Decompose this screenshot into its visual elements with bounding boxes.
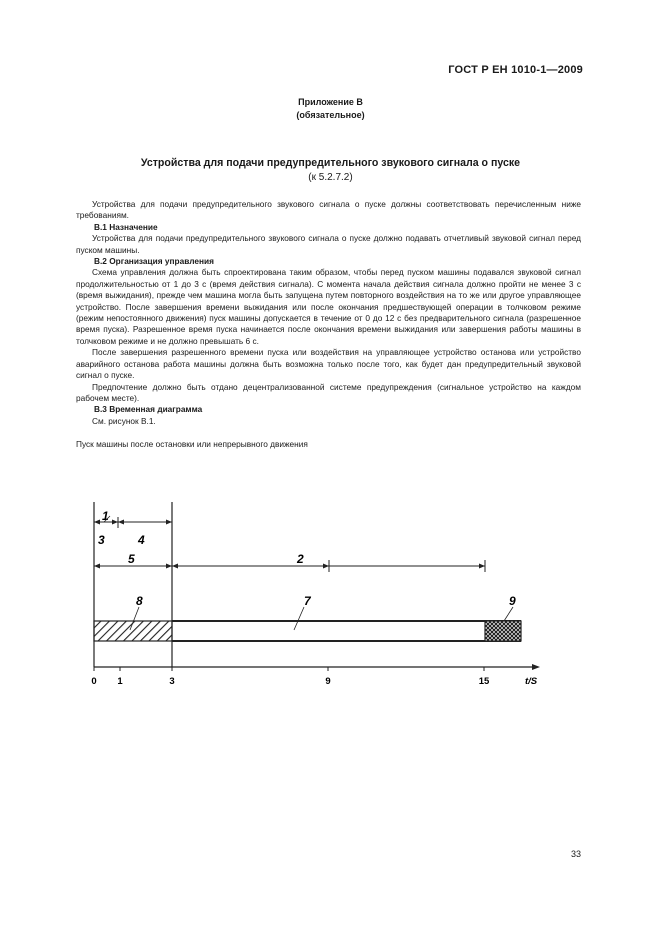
callout-9-leader	[504, 607, 513, 621]
section-b2-paragraph-2: После завершения разрешенного времени пуска или воздействия на управляющее устройство останова или устройство аварийного останова работа машины должна быть возможна только после того, как будет дан предупредительный звуковой сигнал о пуске.	[76, 347, 581, 381]
section-b2-title: В.2 Организация управления	[94, 256, 214, 267]
callout-1: 1	[102, 509, 109, 523]
section-b3-title: В.3 Временная диаграмма	[94, 404, 203, 415]
page-number: 33	[570, 849, 581, 859]
tick-label: 3	[169, 676, 175, 687]
section-b2-paragraph-3: Предпочтение должно быть отдано децентрализованной системе предупреждения (сигнальное устройство на каждом рабочем месте).	[76, 381, 581, 403]
callout-4: 4	[138, 533, 145, 547]
annex-title: Приложение В	[298, 97, 363, 107]
time-axis-ticks	[91, 667, 490, 687]
diagram-caption: Пуск машины после остановки или непрерывного движения	[76, 439, 308, 450]
tick-label: 15	[478, 676, 490, 687]
intro-paragraph: Устройства для подачи предупредительного звукового сигнала о пуске должны соответствовать перечисленным ниже требованиям.	[76, 199, 581, 221]
callout-8: 8	[136, 594, 143, 608]
section-b1-text: Устройства для подачи предупредительного звукового сигнала о пуске должно подавать отчетливый звуковой сигнал перед пуском машины.	[76, 233, 581, 255]
section-b3-text: См. рисунок В.1.	[92, 415, 156, 426]
time-axis-arrow	[532, 664, 540, 670]
callout-7: 7	[304, 594, 311, 608]
callout-7-leader	[294, 607, 304, 630]
document-code: ГОСТ Р ЕН 1010-1—2009	[448, 64, 583, 76]
tick-label: 0	[91, 676, 97, 687]
callout-5: 5	[128, 552, 135, 566]
tick-label: 1	[117, 676, 123, 687]
callout-3: 3	[98, 533, 105, 547]
section-b2-paragraph-1: Схема управления должна быть спроектирована таким образом, чтобы перед пуском машины подавался звуковой сигнал продолжительностью от 1 до 3 с (время действия сигнала). С момента начала действия сигнала должно пройти не менее 3 с (время выжидания), прежде чем машина могла быть запущена путем повторного воздействия на то же или другое управляющее устройство. После завершения времени выжидания или после окончания предшествующей операции в толчковом режиме (режим непостоянного движения) пуск машины допускается в течение от 0 до 12 с без предварительного сигнала (разрешенное время пуска). Разрешенное время пуска начинается после окончания времени выжидания или завершения работы машины в толчковом режиме и не должно превышать 6 с.	[76, 267, 581, 346]
start-end-segment	[485, 621, 521, 641]
time-axis-label: t/S	[525, 676, 538, 687]
signal-time-segment	[94, 621, 172, 641]
callout-9: 9	[509, 594, 516, 608]
tick-label: 9	[325, 676, 331, 687]
callout-2: 2	[297, 552, 304, 566]
annex-status: (обязательное)	[296, 110, 365, 120]
section-title: Устройства для подачи предупредительного звукового сигнала о пуске	[140, 157, 521, 169]
section-b1-title: В.1 Назначение	[94, 221, 158, 232]
section-reference: (к 5.2.7.2)	[308, 172, 353, 183]
